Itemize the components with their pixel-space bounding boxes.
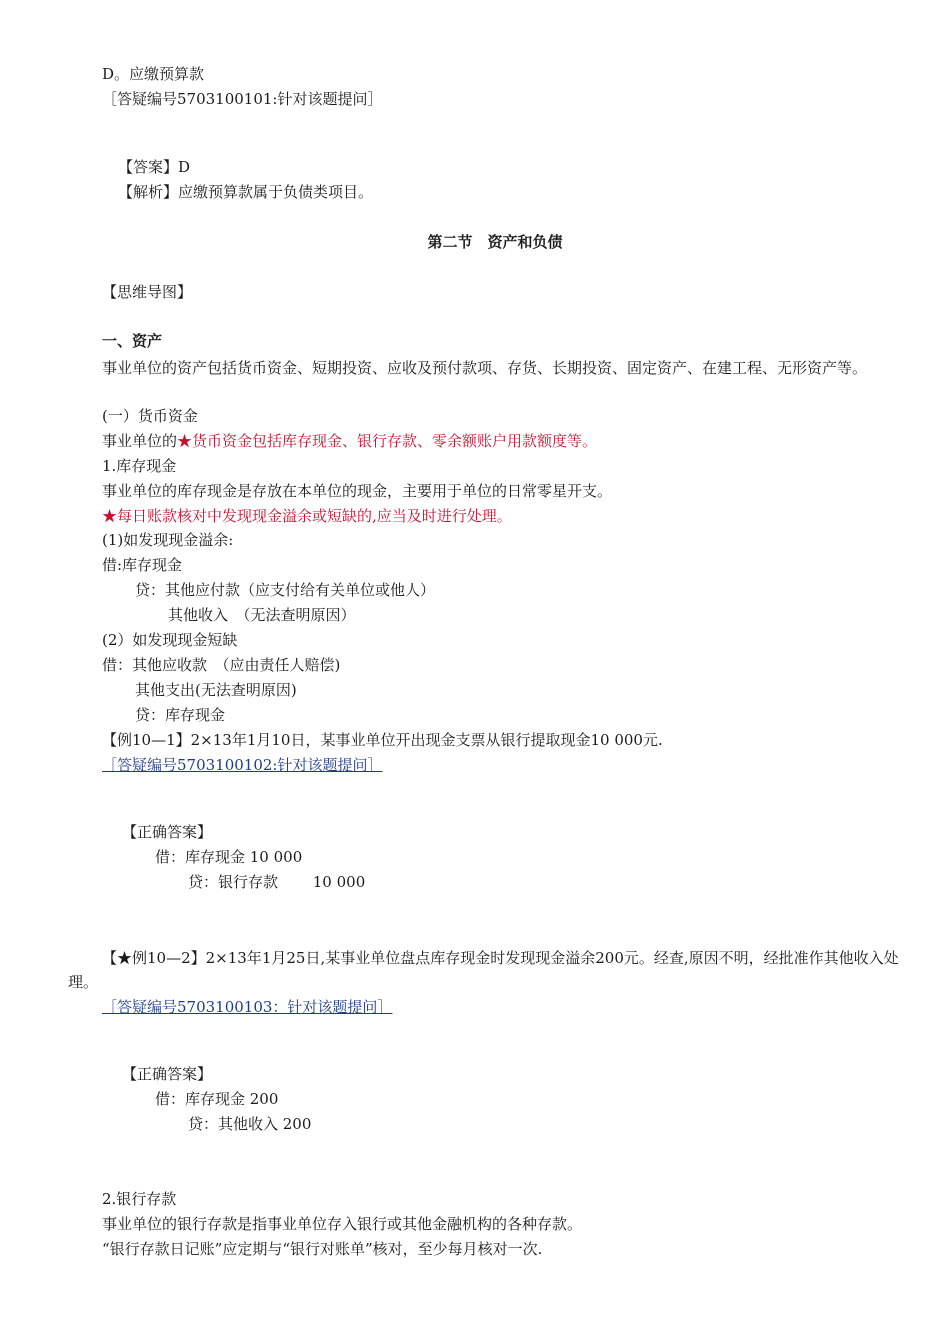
shortage-debit-2: 其他支出(无法查明原因) bbox=[135, 681, 297, 699]
shortage-title: (2）如发现现金短缺 bbox=[102, 631, 238, 649]
surplus-credit-2: 其他收入 （无法查明原因） bbox=[168, 606, 356, 624]
heading-assets: 一、资产 bbox=[102, 332, 163, 350]
surplus-title: (1)如发现现金溢余: bbox=[102, 531, 234, 549]
example-2-link[interactable]: ［答疑编号5703100103：针对该题提问］ bbox=[102, 998, 393, 1016]
example-2-debit: 借：库存现金 200 bbox=[155, 1090, 279, 1108]
surplus-debit: 借:库存现金 bbox=[102, 556, 183, 574]
bank-title: 2.银行存款 bbox=[102, 1190, 177, 1208]
money-desc-highlight: ★货币资金包括库存现金、银行存款、零余额账户用款额度等。 bbox=[177, 432, 598, 450]
cash-desc: 事业单位的库存现金是存放在本单位的现金，主要用于单位的日常零星开支。 bbox=[102, 482, 613, 500]
example-2-answer-title: 【正确答案】 bbox=[122, 1065, 213, 1083]
example-1-credit: 贷：银行存款 10 000 bbox=[188, 873, 366, 891]
example-2-credit: 贷：其他收入 200 bbox=[188, 1115, 312, 1133]
money-desc bbox=[102, 431, 597, 451]
bank-note: “银行存款日记账”应定期与“银行对账单”核对，至少每月核对一次. bbox=[102, 1240, 543, 1258]
shortage-debit: 借：其他应收款 （应由责任人赔偿) bbox=[102, 656, 341, 674]
option-d: D。应缴预算款 bbox=[102, 65, 205, 83]
shortage-credit: 贷：库存现金 bbox=[135, 706, 226, 724]
analysis-text: 【解析】应缴预算款属于负债类项目。 bbox=[118, 183, 374, 201]
mindmap-label: 【思维导图】 bbox=[102, 283, 193, 301]
answer-label: 【答案】D bbox=[118, 158, 191, 176]
example-2-text: 【★例10—2】2×13年1月25日,某事业单位盘点库存现金时发现现金溢余200元。经查,原因不明，经批准作其他收入处理。 bbox=[68, 949, 899, 991]
example-1-text: 【例10—1】2×13年1月10日，某事业单位开出现金支票从银行提取现金10 000元. bbox=[102, 731, 663, 749]
example-1-link[interactable]: ［答疑编号5703100102:针对该题提问］ bbox=[102, 756, 383, 774]
money-title: (一）货币资金 bbox=[102, 407, 198, 425]
example-1-debit: 借：库存现金 10 000 bbox=[155, 848, 303, 866]
money-desc-prefix: 事业单位的 bbox=[102, 432, 178, 450]
section-title: 第二节 资产和负债 bbox=[427, 233, 563, 251]
assets-intro: 事业单位的资产包括货币资金、短期投资、应收及预付款项、存货、长期投资、固定资产、在建工程、无形资产等。 bbox=[102, 359, 868, 377]
cash-note: ★每日账款核对中发现现金溢余或短缺的,应当及时进行处理。 bbox=[102, 507, 512, 525]
surplus-credit: 贷：其他应付款（应支付给有关单位或他人） bbox=[135, 581, 436, 599]
example-1-answer-title: 【正确答案】 bbox=[122, 823, 213, 841]
cash-title: 1.库存现金 bbox=[102, 457, 177, 475]
bank-desc: 事业单位的银行存款是指事业单位存入银行或其他金融机构的各种存款。 bbox=[102, 1215, 583, 1233]
question-link[interactable]: ［答疑编号5703100101:针对该题提问］ bbox=[102, 90, 383, 108]
